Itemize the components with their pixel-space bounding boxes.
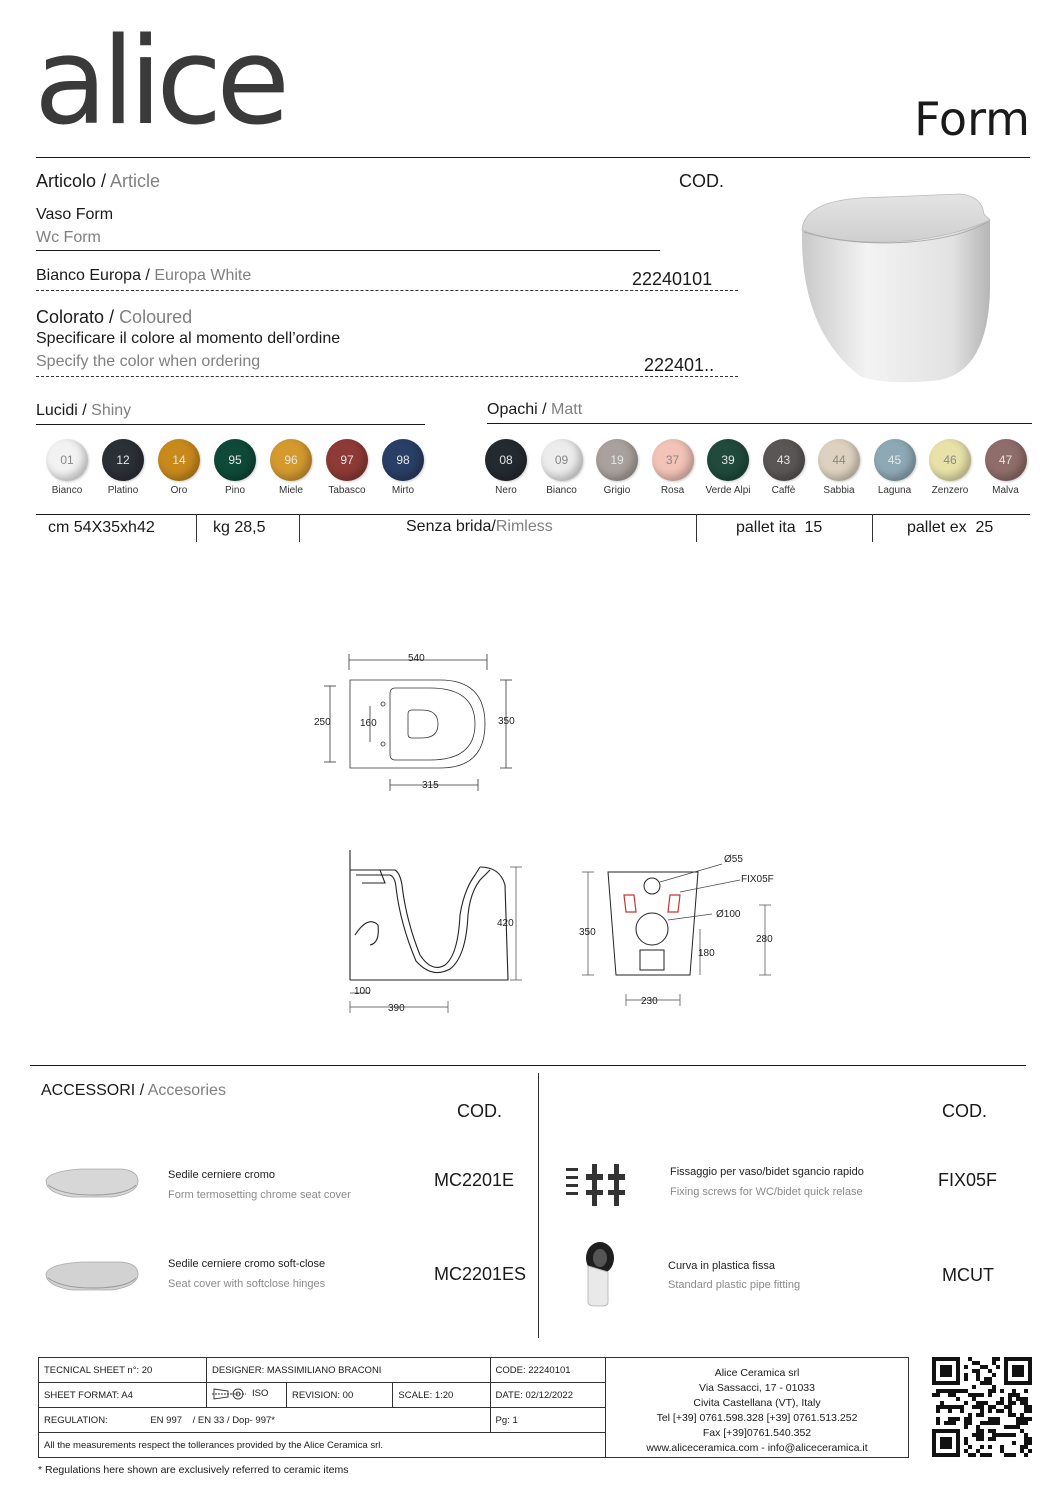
color-swatch-45: 45 <box>874 439 916 481</box>
dim-250: 250 <box>314 717 331 728</box>
color-swatch-name: Sabbia <box>823 485 855 496</box>
seat-cover-softclose-icon <box>42 1256 142 1296</box>
company-address: Via Sassacci, 17 - 01033 <box>699 1382 815 1394</box>
spec-pallet-ita: pallet ita 15 <box>736 519 823 536</box>
color-swatch-name: Zenzero <box>931 485 969 496</box>
sheet-format: SHEET FORMAT: A4 <box>39 1383 207 1408</box>
sheet-code: CODE: 22240101 <box>490 1358 605 1383</box>
color-swatch-name: Oro <box>170 485 188 496</box>
company-box <box>606 1357 909 1458</box>
color-swatch-44: 44 <box>818 439 860 481</box>
color-swatch-name: Nero <box>495 485 517 496</box>
regulation-footnote: * Regulations here shown are exclusively referred to ceramic items <box>38 1464 349 1476</box>
fixing-screws-icon <box>562 1160 634 1210</box>
shiny-divider <box>36 424 425 425</box>
color-swatch-37: 37 <box>652 439 694 481</box>
color-swatch-46: 46 <box>929 439 971 481</box>
toilet-product-image <box>790 180 1020 390</box>
specs-top-divider <box>36 514 1030 515</box>
dim-230: 230 <box>641 996 658 1007</box>
accessory-title: Fissaggio per vaso/bidet sgancio rapido <box>670 1166 864 1178</box>
accessory-title: Curva in plastica fissa <box>668 1260 775 1272</box>
spec-rimless: Senza brida/Rimless <box>406 518 553 535</box>
accessory-code: MCUT <box>942 1265 994 1285</box>
designer: DESIGNER: MASSIMILIANO BRACONI <box>207 1358 491 1383</box>
matt-label: Opachi / Matt <box>487 401 583 418</box>
company-web[interactable]: www.aliceceramica.com - info@aliceceramica.it <box>646 1442 868 1454</box>
header-divider <box>36 157 1030 158</box>
coloured-label: Colorato / Coloured <box>36 307 193 327</box>
pipe-fitting-icon <box>578 1240 618 1308</box>
spec-separator <box>299 514 300 542</box>
iso-projection-icon <box>212 1387 246 1401</box>
fix05f-callout: FIX05F <box>741 874 774 885</box>
product-title: Form <box>914 92 1030 146</box>
article-name-divider <box>36 250 660 251</box>
accessory-title: Sedile cerniere cromo <box>168 1169 275 1181</box>
color-swatch-name: Mirto <box>391 485 415 496</box>
white-finish-code: 22240101 <box>632 269 713 289</box>
seat-cover-icon <box>42 1163 142 1203</box>
color-swatch-name: Bianco <box>51 485 83 496</box>
dim-d100: Ø100 <box>716 909 741 920</box>
spec-pallet-ex: pallet ex 25 <box>907 519 994 536</box>
color-swatch-name: Miele <box>279 485 303 496</box>
dim-315: 315 <box>422 780 439 791</box>
page-number: Pg: 1 <box>490 1408 605 1433</box>
company-fax: Fax [+39]0761.540.352 <box>702 1427 812 1439</box>
color-swatch-name: Caffè <box>771 485 796 496</box>
color-swatch-name: Tabasco <box>328 485 366 496</box>
accessories-divider <box>30 1065 1026 1066</box>
dim-depth: 350 <box>498 716 515 727</box>
accessory-code: FIX05F <box>938 1170 998 1190</box>
projection-symbol: ISO <box>207 1383 287 1408</box>
spec-dimensions: cm 54X35xh42 <box>48 519 155 536</box>
tolerance-note: All the measurements respect the tollerances provided by the Alice Ceramica srl. <box>39 1433 606 1458</box>
coloured-code: 222401.. <box>644 355 715 375</box>
white-finish-divider <box>36 290 738 291</box>
dim-390: 390 <box>388 1003 405 1014</box>
accessories-title: ACCESSORI / Accesories <box>41 1082 226 1099</box>
color-swatch-98: 98 <box>382 439 424 481</box>
accessory-subtitle: Standard plastic pipe fitting <box>668 1279 801 1291</box>
color-swatch-12: 12 <box>102 439 144 481</box>
color-swatch-01: 01 <box>46 439 88 481</box>
color-swatch-name: Platino <box>107 485 139 496</box>
color-swatch-96: 96 <box>270 439 312 481</box>
color-swatch-95: 95 <box>214 439 256 481</box>
scale: SCALE: 1:20 <box>393 1383 490 1408</box>
color-swatch-43: 43 <box>763 439 805 481</box>
accessory-code: MC2201ES <box>434 1264 527 1284</box>
accessories-cod-label-right: COD. <box>942 1101 987 1121</box>
white-finish-label: Bianco Europa / Europa White <box>36 267 252 284</box>
color-swatch-name: Bianco <box>546 485 577 496</box>
accessories-cod-label-left: COD. <box>457 1101 502 1121</box>
color-swatch-name: Verde Alpi <box>705 485 751 496</box>
color-swatch-08: 08 <box>485 439 527 481</box>
color-swatch-19: 19 <box>596 439 638 481</box>
shiny-label: Lucidi / Shiny <box>36 402 132 419</box>
revision: REVISION: 00 <box>287 1383 393 1408</box>
color-swatch-name: Pino <box>224 485 245 496</box>
color-swatch-name: Grigio <box>603 485 631 496</box>
dim-100: 100 <box>354 986 371 997</box>
accessories-column-divider <box>538 1073 539 1338</box>
article-name-it: Vaso Form <box>36 206 114 223</box>
color-swatch-47: 47 <box>985 439 1027 481</box>
company-city: Civita Castellana (VT), Italy <box>693 1397 821 1409</box>
company-name: Alice Ceramica srl <box>714 1367 800 1379</box>
article-label: Articolo / Article <box>36 171 161 191</box>
color-swatch-name: Rosa <box>660 485 685 496</box>
spec-separator <box>196 514 197 542</box>
sheet-number: TECNICAL SHEET n°: 20 <box>39 1358 207 1383</box>
spec-separator <box>696 514 697 542</box>
technical-sheet-table <box>38 1357 606 1458</box>
matt-divider <box>487 423 1032 424</box>
color-swatch-name: Malva <box>992 485 1019 496</box>
color-swatch-name: Laguna <box>877 485 912 496</box>
color-swatch-14: 14 <box>158 439 200 481</box>
dim-height: 420 <box>497 918 514 929</box>
company-tel: Tel [+39] 0761.598.328 [+39] 0761.513.252 <box>656 1412 858 1424</box>
dim-350: 350 <box>579 927 596 938</box>
spec-separator <box>872 514 873 542</box>
dim-width: 540 <box>408 653 425 664</box>
qr-code[interactable] <box>932 1357 1032 1457</box>
accessory-title: Sedile cerniere cromo soft-close <box>168 1258 326 1270</box>
accessory-code: MC2201E <box>434 1170 515 1190</box>
spec-weight: kg 28,5 <box>213 519 266 536</box>
dim-180: 180 <box>698 948 715 959</box>
colour-note-it: Specificare il colore al momento dell’ordine <box>36 330 341 347</box>
accessory-subtitle: Fixing screws for WC/bidet quick relase <box>670 1186 863 1198</box>
sheet-date: DATE: 02/12/2022 <box>490 1383 605 1408</box>
dim-d55: Ø55 <box>724 854 743 865</box>
article-name-en: Wc Form <box>36 229 101 246</box>
colour-note-en: Specify the color when ordering <box>36 353 261 370</box>
color-swatch-97: 97 <box>326 439 368 481</box>
accessory-subtitle: Form termosetting chrome seat cover <box>168 1189 351 1201</box>
coloured-divider <box>36 376 738 377</box>
brand-logo: alice <box>34 13 285 152</box>
regulation-row: REGULATION: EN 997 / EN 33 / Dop- 997* <box>39 1408 491 1433</box>
dim-280: 280 <box>756 934 773 945</box>
accessory-subtitle: Seat cover with softclose hinges <box>168 1278 326 1290</box>
dim-160: 160 <box>360 718 377 729</box>
color-swatch-39: 39 <box>707 439 749 481</box>
cod-label: COD. <box>679 171 724 191</box>
color-swatch-09: 09 <box>541 439 583 481</box>
